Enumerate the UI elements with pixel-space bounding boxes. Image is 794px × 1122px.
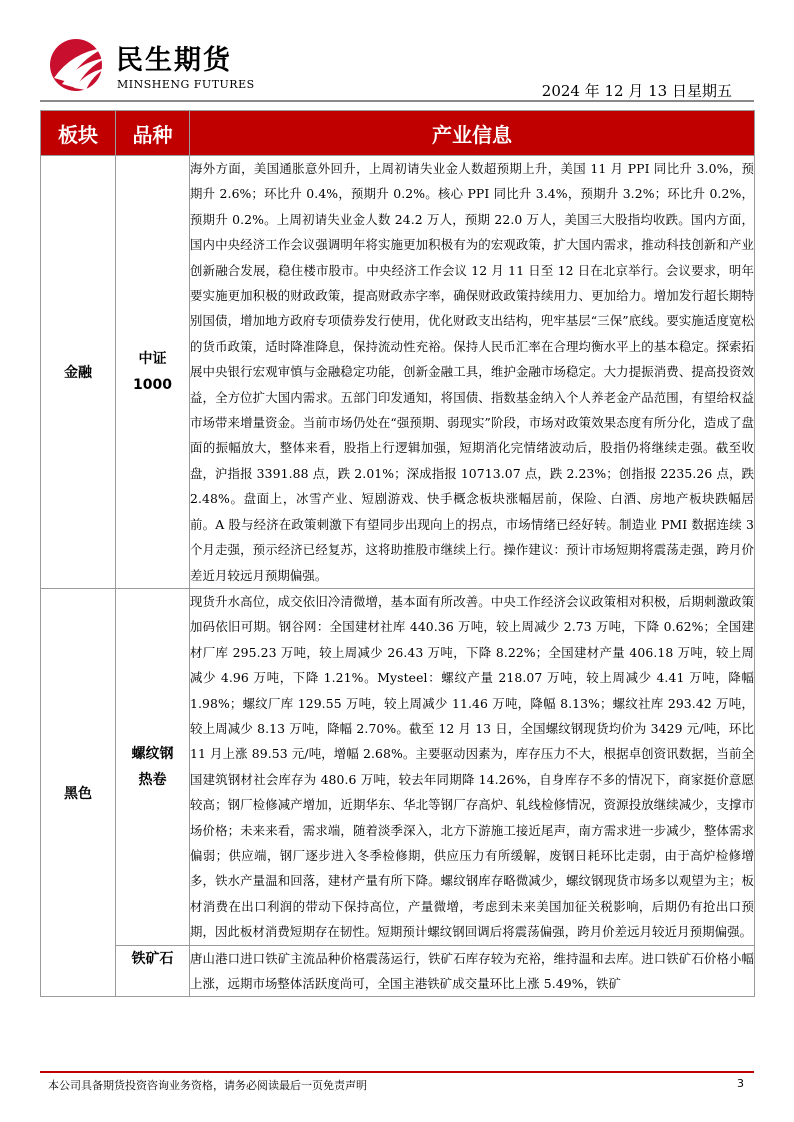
variety-name-line1: 中证: [138, 350, 167, 367]
industry-info-table: [40, 110, 755, 997]
brand-name-cn: 民生期货: [116, 45, 232, 76]
table-row-finance: [41, 156, 755, 589]
header-divider: [40, 100, 754, 102]
variety-cell: [116, 945, 190, 997]
variety-name-line1: 铁矿石: [131, 950, 174, 967]
variety-cell: [116, 588, 190, 945]
brand-name-en: MINSHENG FUTURES: [117, 78, 255, 91]
header-variety: 品种: [116, 111, 190, 156]
minsheng-logo-icon: [48, 38, 108, 92]
sector-cell: 黑色: [41, 588, 116, 997]
footer-disclaimer: 本公司具备期货投资咨询业务资格，请务必阅读最后一页免责声明: [48, 1079, 367, 1092]
table-header-row: [41, 111, 755, 156]
sector-cell: 金融: [41, 156, 116, 589]
page-number: 3: [737, 1077, 744, 1090]
variety-cell: [116, 156, 190, 589]
variety-name-line1: 螺纹钢: [131, 745, 174, 762]
header-industry-info: 产业信息: [190, 111, 755, 156]
report-date: 2024 年 12 月 13 日星期五: [541, 82, 732, 100]
variety-name-line2: 1000: [133, 376, 172, 393]
page-header: [0, 0, 794, 110]
industry-info-text: 唐山港口进口铁矿主流品种价格震荡运行，铁矿石库存较为充裕，维持温和去库。进口铁矿石价格小幅上涨，远期市场整体活跃度尚可，全国主港铁矿成交量环比上涨 5.49%，铁矿: [190, 945, 755, 997]
table-row-iron-ore: [41, 945, 755, 997]
table-row-black-rebar: [41, 588, 755, 945]
industry-info-text: 现货升水高位，成交依旧冷清微增，基本面有所改善。中央工作经济会议政策相对积极，后期刺激政策加码依旧可期。钢谷网：全国建材社库 440.36 万吨，较上周减少 2.73 万吨，下降 0.62%；全国建材厂库 295.23 万吨，较上周减少 26.43 万吨，下降 8.22%；全国建材产量 406.18 万吨，较上周减少 4.96 万吨，下降 1.21%。Mysteel：螺纹产量 218.07 万吨，较上周减少 4.41 万吨，降幅 1.98%；螺纹厂库 129.55 万吨，较上周减少 11.46 万吨，降幅 8.13%；螺纹社库 293.42 万吨，较上周减少 8.13 万吨，降幅 2.70%。截至 12 月 13 日，全国螺纹钢现货均价为 3429 元/吨，环比 11 月上涨 89.53 元/吨，增幅 2.68%。主要驱动因素为，库存压力不大，根据卓创资讯数据，当前全国建筑钢材社会库存为 480.6 万吨，较去年同期降 14.26%，自身库存不多的情况下，商家挺价意愿较高；钢厂检修减产增加，近期华东、华北等钢厂存高炉、轧线检修情况，资源投放继续减少，支撑市场价格；未来来看，需求端，随着淡季深入，北方下游施工接近尾声，南方需求进一步减少，整体需求偏弱；供应端，钢厂逐步进入冬季检修期，供应压力有所缓解，废钢日耗环比走弱，由于高炉检修增多，铁水产量温和回落，建材产量有所下降。螺纹钢库存略微减少，螺纹钢现货市场多以观望为主；板材消费在出口利润的带动下保持高位，产量微增，考虑到未来美国加征关税影响，后期仍有抢出口预期，因此板材消费短期存在韧性。短期预计螺纹钢回调后将震荡偏强，跨月价差远月较近月预期偏强。: [190, 588, 755, 945]
industry-info-text: 海外方面，美国通胀意外回升，上周初请失业金人数超预期上升，美国 11 月 PPI 同比升 3.0%，预期升 2.6%；环比升 0.4%，预期升 0.2%。核心 PPI 同比升 3.4%，预期升 3.2%；环比升 0.2%，预期升 0.2%。上周初请失业金人数 24.2 万人，预期 22.0 万人，美国三大股指均收跌。国内方面，国内中央经济工作会议强调明年将实施更加积极有为的宏观政策，扩大国内需求，推动科技创新和产业创新融合发展，稳住楼市股市。中央经济工作会议 12 月 11 日至 12 日在北京举行。会议要求，明年要实施更加积极的财政政策，提高财政赤字率，确保财政政策持续用力、更加给力。增加发行超长期特别国债，增加地方政府专项债券发行使用，优化财政支出结构，兜牢基层“三保”底线。要实施适度宽松的货币政策，适时降准降息，保持流动性充裕。保持人民币汇率在合理均衡水平上的基本稳定。探索拓展中央银行宏观审慎与金融稳定功能，创新金融工具，维护金融市场稳定。大力提振消费、提高投资效益，全方位扩大国内需求。五部门印发通知，将国债、指数基金纳入个人养老金产品范围，有望给权益市场带来增量资金。当前市场仍处在“强预期、弱现实”阶段，市场对政策效果态度有所分化，造成了盘面的振幅放大，整体来看，股指上行逻辑加强，短期消化完情绪波动后，股指仍将继续走强。截至收盘，沪指报 3391.88 点，跌 2.01%；深成指报 10713.07 点，跌 2.23%；创指报 2235.26 点，跌 2.48%。盘面上，冰雪产业、短剧游戏、快手概念板块涨幅居前，保险、白酒、房地产板块跌幅居前。A 股与经济在政策刺激下有望同步出现向上的拐点，市场情绪已经好转。制造业 PMI 数据连续 3 个月走强，预示经济已经复苏，这将助推股市继续上行。操作建议：预计市场短期将震荡走强，跨月价差近月较远月预期偏强。: [190, 156, 755, 589]
variety-name-line2: 热卷: [138, 771, 167, 788]
header-sector: 板块: [41, 111, 116, 156]
footer-divider: [40, 1071, 754, 1073]
